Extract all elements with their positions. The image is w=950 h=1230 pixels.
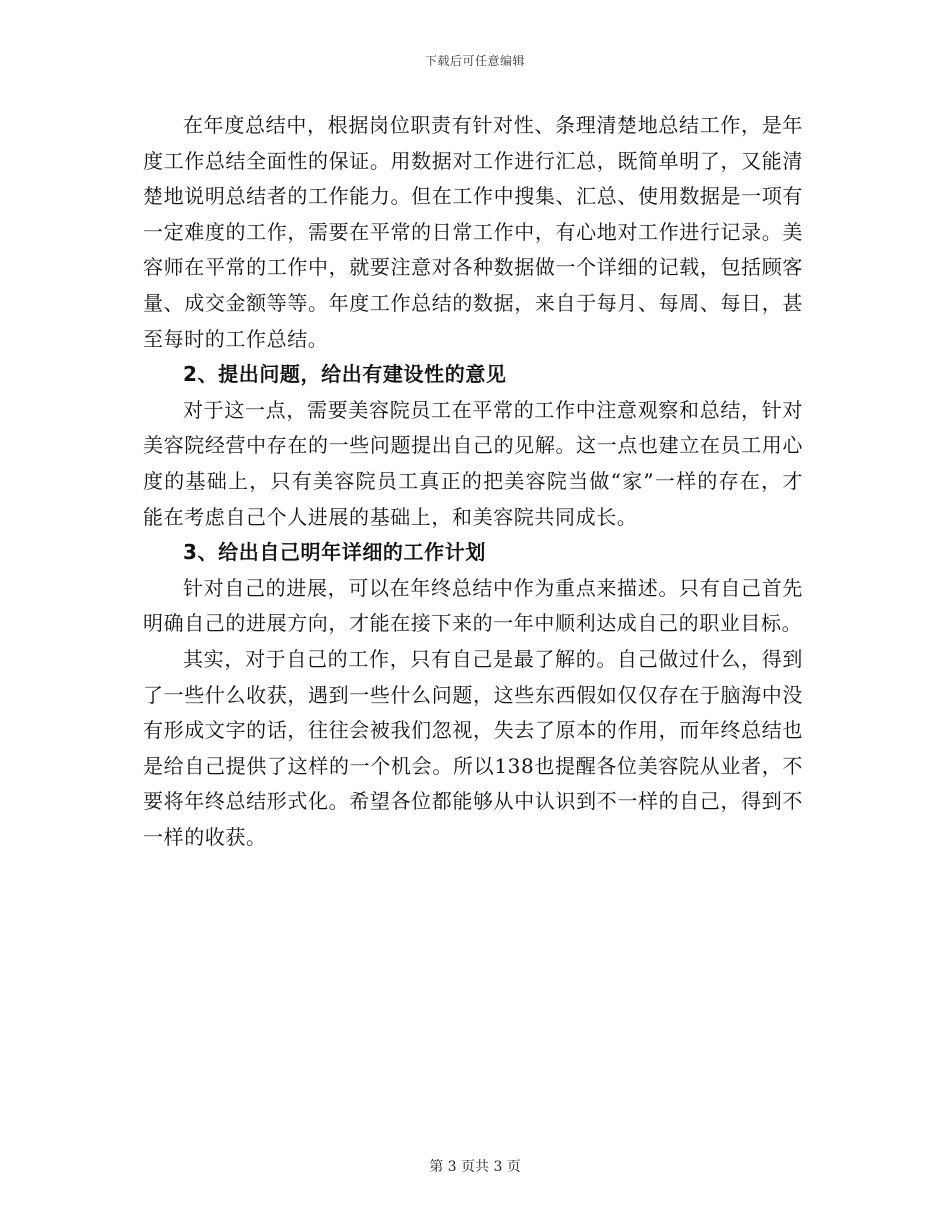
paragraph-work-plan: 针对自己的进展，可以在年终总结中作为重点来描述。只有自己首先明确自己的进展方向，才能在接下来的一年中顺利达成自己的职业目标。 (143, 575, 803, 636)
paragraph-suggestions: 对于这一点，需要美容院员工在平常的工作中注意观察和总结，针对美容院经营中存在的一些问题提出自己的见解。这一点也建立在员工用心度的基础上，只有美容院员工真正的把美容院当做“家”一样的存在，才能在考虑自己个人进展的基础上，和美容院共同成长。 (143, 397, 803, 529)
page-footer: 第 3 页共 3 页 (429, 1159, 521, 1175)
document-body (143, 108, 803, 855)
page-header: 下载后可任意编辑 (424, 54, 525, 68)
paragraph-data-summary: 在年度总结中，根据岗位职责有针对性、条理清楚地总结工作，是年度工作总结全面性的保证。用数据对工作进行汇总，既简单明了，又能清楚地说明总结者的工作能力。但在工作中搜集、汇总、使用数据是一项有一定难度的工作，需要在平常的日常工作中，有心地对工作进行记录。美容师在平常的工作中，就要注意对各种数据做一个详细的记载，包括顾客量、成交金额等等。年度工作总结的数据，来自于每月、每周、每日，甚至每时的工作总结。 (143, 113, 803, 351)
section-heading-2: 2、提出问题，给出有建设性的意见 (183, 362, 507, 387)
section-heading-3: 3、给出自己明年详细的工作计划 (183, 540, 486, 565)
paragraph-conclusion: 其实，对于自己的工作，只有自己是最了解的。自己做过什么，得到了一些什么收获，遇到一些什么问题，这些东西假如仅仅存在于脑海中没有形成文字的话，往往会被我们忽视，失去了原本的作用，而年终总结也是给自己提供了这样的一个机会。所以138也提醒各位美容院从业者，不要将年终总结形式化。希望各位都能够从中认识到不一样的自己，得到不一样的收获。 (143, 646, 803, 849)
